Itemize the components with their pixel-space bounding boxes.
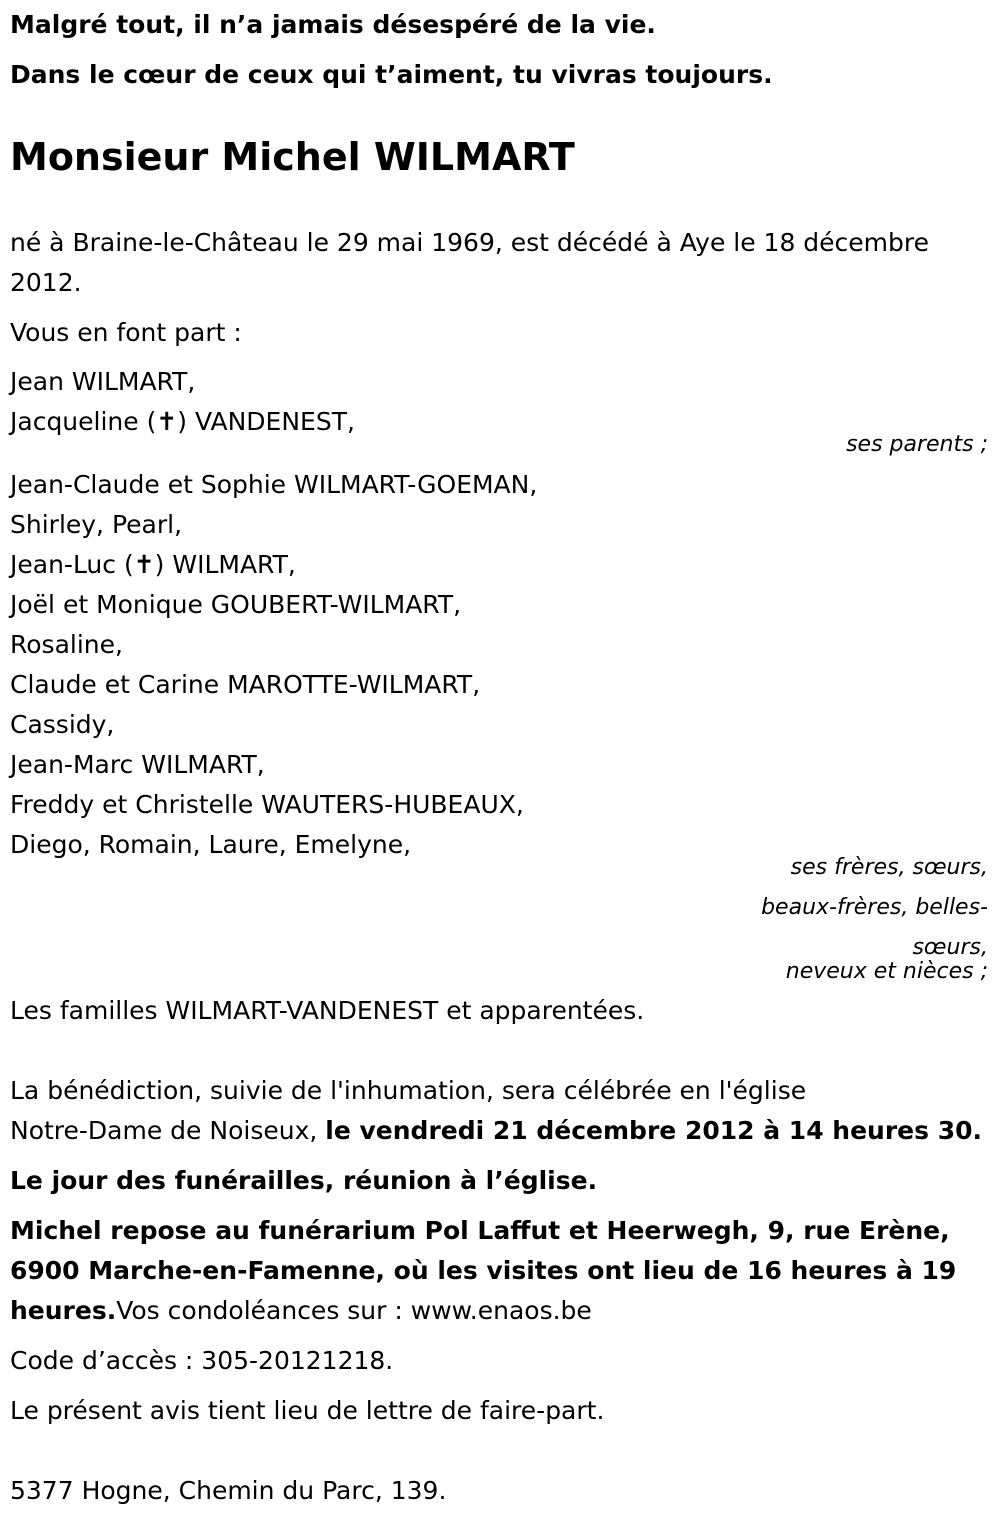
sibling-line: Jean-Claude et Sophie WILMART-GOEMAN, bbox=[10, 470, 538, 499]
ceremony-line-2 bbox=[10, 1116, 982, 1146]
parent-name: Jean WILMART, bbox=[10, 367, 196, 396]
sibling-line: Jean-Marc WILMART, bbox=[10, 750, 265, 779]
sibling-line: Joël et Monique GOUBERT-WILMART, bbox=[10, 590, 462, 619]
notice-line: Le présent avis tient lieu de lettre de faire-part. bbox=[10, 1396, 605, 1425]
epigraph-line-2: Dans le cœur de ceux qui t’aiment, tu vivras toujours. bbox=[10, 60, 773, 89]
ceremony-date: le vendredi 21 décembre 2012 à 14 heures 30. bbox=[325, 1116, 983, 1145]
sibling-line: Jean-Luc (✝) WILMART, bbox=[10, 550, 296, 579]
ceremony-line-1: La bénédiction, suivie de l'inhumation, sera célébrée en l'église bbox=[10, 1076, 807, 1105]
sibling-line: Freddy et Christelle WAUTERS-HUBEAUX, bbox=[10, 790, 524, 819]
birth-death-line-2: 2012. bbox=[10, 268, 82, 297]
sibling-line: Cassidy, bbox=[10, 710, 115, 739]
meeting-line: Le jour des funérailles, réunion à l’église. bbox=[10, 1166, 598, 1195]
announcement-intro: Vous en font part : bbox=[10, 318, 242, 347]
visit-hours-end: heures. bbox=[10, 1296, 117, 1325]
funerarium-line-1: Michel repose au funérarium Pol Laffut et Heerwegh, 9, rue Erène, bbox=[10, 1216, 950, 1245]
address-line: 5377 Hogne, Chemin du Parc, 139. bbox=[10, 1476, 447, 1505]
siblings-relation-line-2: beaux-frères, belles- bbox=[761, 895, 988, 920]
funerarium-line-2: 6900 Marche-en-Famenne, où les visites ont lieu de 16 heures à 19 bbox=[10, 1256, 957, 1285]
parent-name: Jacqueline (✝) VANDENEST, bbox=[10, 407, 355, 436]
parents-relation: ses parents ; bbox=[846, 432, 988, 457]
siblings-relation-line-4: neveux et nièces ; bbox=[785, 959, 988, 984]
sibling-line: Shirley, Pearl, bbox=[10, 510, 183, 539]
deceased-name: Monsieur Michel WILMART bbox=[10, 135, 575, 179]
epigraph-line-1: Malgré tout, il n’a jamais désespéré de la vie. bbox=[10, 10, 656, 39]
ceremony-place: Notre-Dame de Noiseux, bbox=[10, 1116, 326, 1145]
sibling-line: Rosaline, bbox=[10, 630, 123, 659]
siblings-relation-line-3: sœurs, bbox=[912, 935, 988, 960]
sibling-line: Claude et Carine MAROTTE-WILMART, bbox=[10, 670, 481, 699]
siblings-relation-line-1: ses frères, sœurs, bbox=[790, 855, 988, 880]
funerarium-line-3 bbox=[10, 1296, 592, 1326]
birth-death-line-1: né à Braine-le-Château le 29 mai 1969, est décédé à Aye le 18 décembre bbox=[10, 228, 930, 257]
sibling-line: Diego, Romain, Laure, Emelyne, bbox=[10, 830, 412, 859]
access-code: Code d’accès : 305-20121218. bbox=[10, 1346, 394, 1375]
condolences-text: Vos condoléances sur : www.enaos.be bbox=[116, 1296, 592, 1325]
families-line: Les familles WILMART-VANDENEST et apparentées. bbox=[10, 996, 645, 1025]
